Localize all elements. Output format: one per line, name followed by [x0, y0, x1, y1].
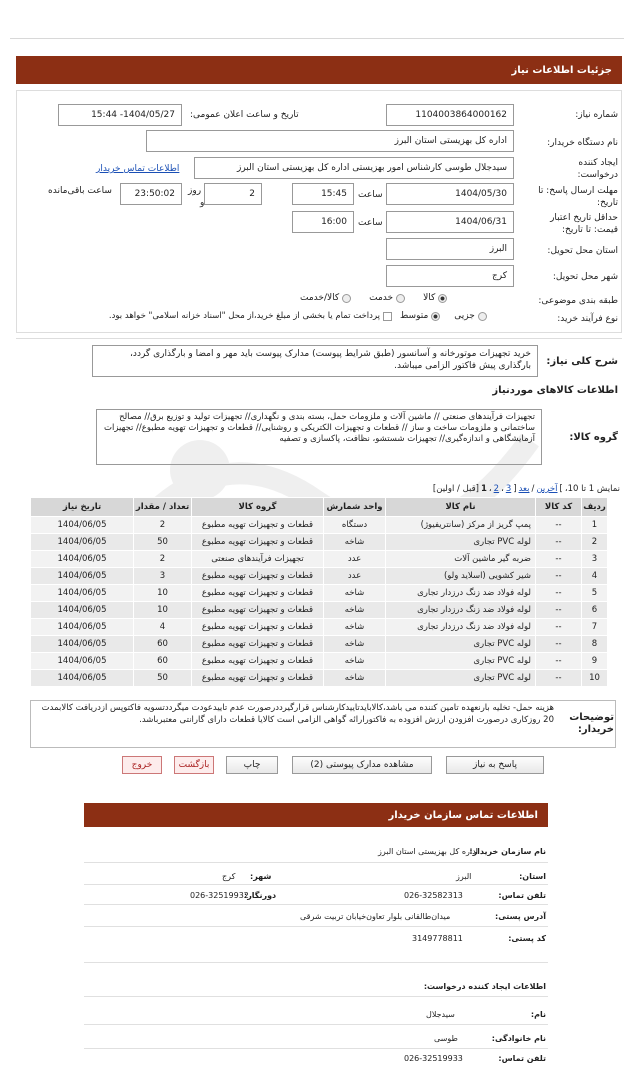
divider: [84, 884, 548, 885]
page-header: [16, 56, 622, 84]
row-number-cell: 9: [582, 653, 608, 670]
creator-field: سیدجلال طوسی کارشناس امور بهزیستی اداره کل بهزیستی استان البرز: [194, 157, 514, 179]
pagination-next[interactable]: بعد: [518, 484, 530, 494]
buyer-contact-link[interactable]: اطلاعات تماس خریدار: [96, 164, 180, 174]
item-name-cell: لوله فولاد ضد زنگ درزدار تجاری: [386, 585, 536, 602]
deadline-time-label: ساعت: [358, 190, 383, 200]
item-date-cell: 1404/06/05: [31, 534, 134, 551]
days-label: روز: [188, 186, 202, 196]
buyer-org-label: نام دستگاه خریدار:: [547, 138, 618, 148]
item-unit-cell: شاخه: [324, 619, 386, 636]
item-group-cell: قطعات و تجهیزات تهویه مطبوع: [192, 517, 324, 534]
city-label: شهر محل تحویل:: [552, 272, 618, 282]
contact-address-label: آدرس پستی:: [495, 912, 546, 921]
contact-postal: 3149778811: [412, 934, 463, 943]
pagination-page-2[interactable]: 2: [493, 484, 500, 494]
item-code-cell: --: [536, 585, 582, 602]
item-unit-cell: عدد: [324, 551, 386, 568]
item-quantity-cell: 2: [134, 517, 192, 534]
reply-button[interactable]: پاسخ به نیاز: [446, 756, 544, 774]
item-group-cell: تجهیزات فرآیندهای صنعتی: [192, 551, 324, 568]
need-number-field: 1104003864000162: [386, 104, 514, 126]
item-quantity-cell: 10: [134, 585, 192, 602]
divider: [84, 904, 548, 905]
validity-date-field: 1404/06/31: [386, 211, 514, 233]
contact-title: اطلاعات تماس سازمان خریدار: [388, 809, 538, 821]
col-group: گروه کالا: [192, 498, 324, 517]
row-number-cell: 3: [582, 551, 608, 568]
item-quantity-cell: 2: [134, 551, 192, 568]
validity-time-label: ساعت: [358, 218, 383, 228]
item-name-cell: لوله PVC تجاری: [386, 534, 536, 551]
contact-fax: 026-32519932: [190, 891, 249, 900]
contact-org-label: نام سازمان خریدار:: [469, 847, 546, 856]
creator-phone-label: تلفن تماس:: [498, 1054, 546, 1063]
category-both-option[interactable]: کالا/خدمت: [300, 293, 351, 303]
creator-info-title: اطلاعات ایجاد کننده درخواست:: [423, 982, 546, 991]
radio-selected-icon[interactable]: [431, 312, 440, 321]
pagination-bracket: [: [513, 484, 517, 494]
item-unit-cell: شاخه: [324, 585, 386, 602]
buyer-notes-text: هزینه حمل- تخلیه بارنعهده تامین کننده می باشد،کالابایدتاییدکارشناس قرارگیرددرصورت عدم تاییدعودت میگرددتسویه فاکتوپس ازدریافت کالابمدت 20 روزکاری درصورت افزودن ارزش افزوده به فاکتورارائه گواهی الزامی است کالایا قطعات دارای گارانتی معتبرباشد.: [41, 703, 554, 725]
divider: [84, 962, 548, 963]
item-code-cell: --: [536, 602, 582, 619]
item-date-cell: 1404/06/05: [31, 517, 134, 534]
table-row: [31, 568, 608, 585]
item-date-cell: 1404/06/05: [31, 602, 134, 619]
item-date-cell: 1404/06/05: [31, 636, 134, 653]
days-remaining-field: 2: [204, 183, 262, 205]
contact-postal-label: کد پستی:: [508, 934, 546, 943]
contact-org: اداره کل بهزیستی استان البرز: [378, 847, 478, 856]
contact-fax-label: دورنگار:: [244, 891, 277, 900]
contact-phone: 026-32582313: [404, 891, 463, 900]
category-goods-option[interactable]: کالا: [423, 293, 447, 303]
item-code-cell: --: [536, 534, 582, 551]
item-quantity-cell: 4: [134, 619, 192, 636]
item-quantity-cell: 60: [134, 636, 192, 653]
page-title: جزئیات اطلاعات نیاز: [511, 64, 612, 76]
deadline-date-field: 1404/05/30: [386, 183, 514, 205]
radio-selected-icon[interactable]: [438, 294, 447, 303]
buyer-org-field: اداره کل بهزیستی استان البرز: [146, 130, 514, 152]
items-table: [30, 497, 608, 687]
creator-label-2: درخواست:: [577, 170, 618, 180]
contact-address: میدان‌طالقانی بلوار تعاون‌خیابان تربیت شرقی: [300, 912, 451, 921]
goods-group-label: گروه کالا:: [569, 432, 618, 443]
item-unit-cell: شاخه: [324, 653, 386, 670]
divider: [84, 1024, 548, 1025]
item-name-cell: لوله فولاد ضد زنگ درزدار تجاری: [386, 602, 536, 619]
item-unit-cell: دستگاه: [324, 517, 386, 534]
divider: [16, 338, 622, 339]
divider: [84, 996, 548, 997]
table-row: [31, 602, 608, 619]
row-number-cell: 4: [582, 568, 608, 585]
need-number-label: شماره نیاز:: [575, 110, 618, 120]
item-name-cell: ضربه گیر ماشین آلات: [386, 551, 536, 568]
radio-icon[interactable]: [478, 312, 487, 321]
col-row: ردیف: [582, 498, 608, 517]
back-button[interactable]: بازگشت: [174, 756, 214, 774]
purchase-type-label: نوع فرآیند خرید:: [557, 314, 618, 324]
item-date-cell: 1404/06/05: [31, 551, 134, 568]
pagination: [433, 484, 620, 494]
row-number-cell: 2: [582, 534, 608, 551]
item-date-cell: 1404/06/05: [31, 619, 134, 636]
item-group-cell: قطعات و تجهیزات تهویه مطبوع: [192, 602, 324, 619]
row-number-cell: 6: [582, 602, 608, 619]
item-quantity-cell: 50: [134, 670, 192, 687]
validity-label-2: قیمت: تا تاریخ:: [562, 225, 618, 235]
item-code-cell: --: [536, 670, 582, 687]
item-unit-cell: عدد: [324, 568, 386, 585]
table-row: [31, 636, 608, 653]
goods-section-title: اطلاعات کالاهای موردنیاز: [492, 385, 618, 396]
province-field: البرز: [386, 238, 514, 260]
description-box: خرید تجهیزات موتورخانه و آسانسور (طبق شرایط پیوست) مدارک پیوست باید مهر و امضا و بارگذاری گردد، بارگذاری پیش فاکتور الزامی میباشد.: [92, 345, 538, 377]
items-table-wrapper: [30, 497, 608, 687]
item-name-cell: لوله فولاد ضد زنگ درزدار تجاری: [386, 619, 536, 636]
item-date-cell: 1404/06/05: [31, 585, 134, 602]
col-name: نام کالا: [386, 498, 536, 517]
buyer-notes-label-1: توضیحات: [569, 712, 614, 723]
item-code-cell: --: [536, 636, 582, 653]
row-number-cell: 8: [582, 636, 608, 653]
item-code-cell: --: [536, 551, 582, 568]
category-service-option[interactable]: خدمت: [369, 293, 405, 303]
item-quantity-cell: 10: [134, 602, 192, 619]
remaining-time-field: 23:50:02: [120, 183, 182, 205]
contact-city: کرج: [222, 872, 236, 881]
treasury-note: پرداخت تمام یا بخشی از مبلغ خرید،از محل "اسناد خزانه اسلامی" خواهد بود.: [108, 311, 380, 321]
divider: [84, 1048, 548, 1049]
item-code-cell: --: [536, 568, 582, 585]
validity-time-field: 16:00: [292, 211, 354, 233]
items-table-header: [31, 498, 608, 517]
validity-label-1: حداقل تاریخ اعتبار: [550, 213, 618, 223]
top-divider: [10, 38, 624, 39]
table-row: [31, 653, 608, 670]
province-label: استان محل تحویل:: [547, 246, 618, 256]
item-group-cell: قطعات و تجهیزات تهویه مطبوع: [192, 636, 324, 653]
item-group-cell: قطعات و تجهیزات تهویه مطبوع: [192, 585, 324, 602]
creator-family-label: نام خانوادگی:: [491, 1034, 546, 1043]
purchase-partial-option[interactable]: جزیی: [454, 311, 487, 321]
item-unit-cell: شاخه: [324, 534, 386, 551]
pagination-comma: ،: [488, 484, 492, 494]
pagination-last[interactable]: آخرین: [536, 484, 558, 494]
creator-label-1: ایجاد کننده: [578, 158, 618, 168]
treasury-checkbox[interactable]: [383, 312, 392, 321]
table-row: [31, 517, 608, 534]
treasury-checkbox-row: [20, 311, 392, 321]
item-group-cell: قطعات و تجهیزات تهویه مطبوع: [192, 568, 324, 585]
row-number-cell: 5: [582, 585, 608, 602]
deadline-label-1: مهلت ارسال پاسخ: تا: [538, 186, 618, 196]
item-unit-cell: شاخه: [324, 602, 386, 619]
item-quantity-cell: 50: [134, 534, 192, 551]
creator-name: سیدجلال: [426, 1010, 455, 1019]
item-code-cell: --: [536, 619, 582, 636]
pagination-comma: ،: [501, 484, 504, 494]
item-group-cell: قطعات و تجهیزات تهویه مطبوع: [192, 619, 324, 636]
pagination-page-3[interactable]: 3: [505, 484, 512, 494]
item-group-cell: قطعات و تجهیزات تهویه مطبوع: [192, 534, 324, 551]
col-qty: تعداد / مقدار: [134, 498, 192, 517]
exit-button[interactable]: خروج: [122, 756, 162, 774]
contact-phone-label: تلفن تماس:: [498, 891, 546, 900]
purchase-type-radio-group: [400, 311, 510, 321]
and-label: و: [200, 198, 205, 208]
item-group-cell: قطعات و تجهیزات تهویه مطبوع: [192, 670, 324, 687]
item-code-cell: --: [536, 517, 582, 534]
buyer-notes-label-2: خریدار:: [577, 724, 614, 735]
item-name-cell: لوله PVC تجاری: [386, 653, 536, 670]
category-radio-group: [300, 293, 510, 303]
print-button[interactable]: چاپ: [226, 756, 278, 774]
item-name-cell: شیر کشویی (اسلاید ولو): [386, 568, 536, 585]
item-name-cell: پمپ گریز از مرکز (سانتریفیوژ): [386, 517, 536, 534]
creator-phone: 026-32519933: [404, 1054, 463, 1063]
divider: [84, 926, 548, 927]
item-date-cell: 1404/06/05: [31, 670, 134, 687]
deadline-time-field: 15:45: [292, 183, 354, 205]
item-name-cell: لوله PVC تجاری: [386, 670, 536, 687]
contact-header: [84, 803, 548, 827]
remaining-time-label: ساعت باقی‌مانده: [48, 186, 112, 196]
pagination-prev-first: [قبل / اولین]: [432, 484, 479, 494]
row-number-cell: 1: [582, 517, 608, 534]
purchase-medium-option[interactable]: متوسط: [400, 311, 440, 321]
item-date-cell: 1404/06/05: [31, 568, 134, 585]
announce-date-field: 1404/05/27- 15:44: [58, 104, 182, 126]
pagination-separator: /: [531, 484, 535, 494]
item-quantity-cell: 60: [134, 653, 192, 670]
col-date: تاریخ نیاز: [31, 498, 134, 517]
description-label: شرح کلی نیاز:: [546, 356, 618, 367]
announce-date-label: تاریخ و ساعت اعلان عمومی:: [190, 110, 299, 120]
item-unit-cell: شاخه: [324, 670, 386, 687]
table-row: [31, 619, 608, 636]
table-row: [31, 585, 608, 602]
item-date-cell: 1404/06/05: [31, 653, 134, 670]
item-code-cell: --: [536, 653, 582, 670]
radio-icon[interactable]: [396, 294, 405, 303]
creator-name-label: نام:: [530, 1010, 546, 1019]
contact-city-label: شهر:: [250, 872, 272, 881]
divider: [84, 862, 548, 863]
view-documents-button[interactable]: مشاهده مدارک پیوستی (2): [292, 756, 432, 774]
item-unit-cell: شاخه: [324, 636, 386, 653]
creator-family: طوسی: [434, 1034, 458, 1043]
row-number-cell: 7: [582, 619, 608, 636]
deadline-label-2: تاریخ:: [597, 198, 618, 208]
table-row: [31, 670, 608, 687]
contact-province: البرز: [456, 872, 472, 881]
item-quantity-cell: 3: [134, 568, 192, 585]
table-row: [31, 551, 608, 568]
radio-icon[interactable]: [342, 294, 351, 303]
table-row: [31, 534, 608, 551]
city-field: کرج: [386, 265, 514, 287]
category-label: طبقه بندی موضوعی:: [538, 296, 618, 306]
pagination-info: نمایش 1 تا 10،: [564, 484, 620, 494]
goods-group-box: تجهیزات فرآیندهای صنعتی // ماشین آلات و ملزومات حمل، بسته بندی و نگهداری// تجهیزات تولید و توزیع برق// مصالح ساختمانی و ملزومات ساخت و ساز // قطعات و تجهیزات الکتریکی و روشنایی// قطعات و تجهیزات تهویه مطبوع// تجهیزات آزمایشگاهی و اندازه‌گیری// تجهیزات شستشو، نظافت، پاکسازی و تصفیه: [96, 409, 542, 465]
col-unit: واحد شمارش: [324, 498, 386, 517]
pagination-bracket: ]: [559, 484, 563, 494]
item-group-cell: قطعات و تجهیزات تهویه مطبوع: [192, 653, 324, 670]
contact-province-label: استان:: [519, 872, 546, 881]
pagination-current-page: 1: [480, 484, 487, 494]
item-name-cell: لوله PVC تجاری: [386, 636, 536, 653]
row-number-cell: 10: [582, 670, 608, 687]
col-code: کد کالا: [536, 498, 582, 517]
